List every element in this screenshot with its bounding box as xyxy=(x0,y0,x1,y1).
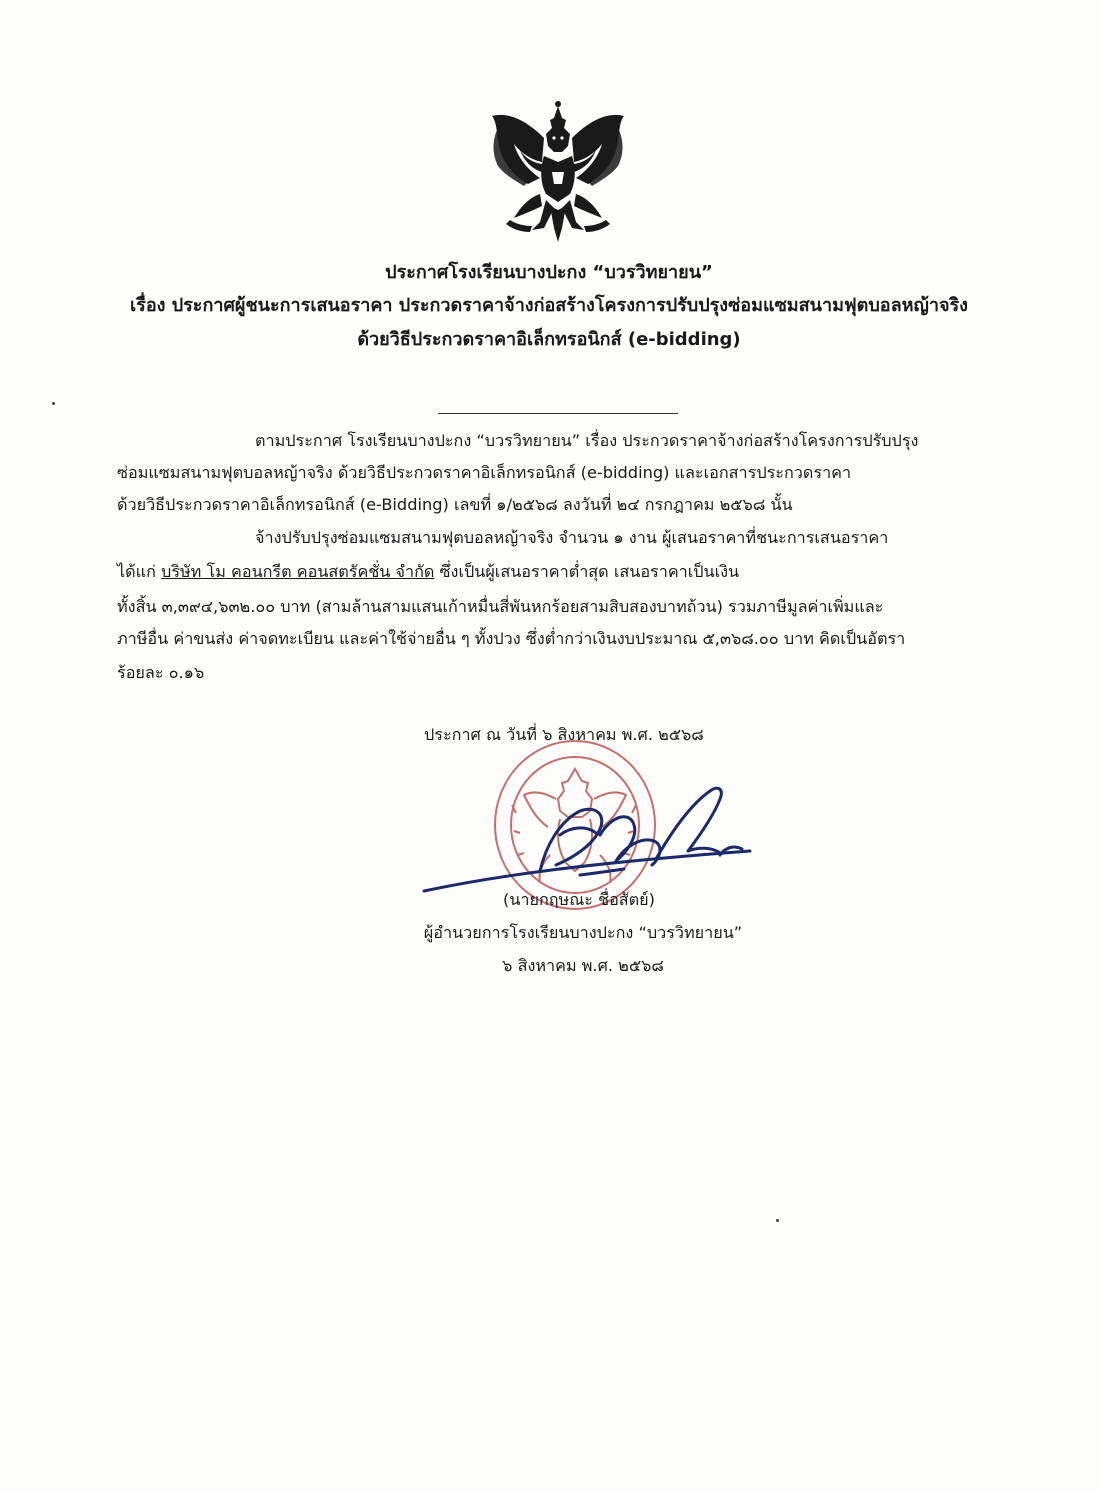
paper-speck xyxy=(52,402,55,405)
announcement-subject: เรื่อง ประกาศผู้ชนะการเสนอราคา ประกวดราคาจ้างก่อสร้างโครงการปรับปรุงซ่อมแซมสนามฟุตบอลหญ้าจริง xyxy=(130,295,968,316)
body-line-1: ตามประกาศ โรงเรียนบางปะกง “บวรวิทยายน” เรื่อง ประกวดราคาจ้างก่อสร้างโครงการปรับปรุง xyxy=(255,431,919,450)
paper-speck xyxy=(776,1219,779,1222)
header-divider xyxy=(438,413,678,414)
body-line-6: ทั้งสิ้น ๓,๓๙๔,๖๓๒.๐๐ บาท (สามล้านสามแสนเก้าหมื่นสี่พันหกร้อยสามสิบสองบาทถ้วน) รวมภาษีมูลค่าเพิ่มและ xyxy=(117,597,884,616)
body-line-7: ภาษีอื่น ค่าขนส่ง ค่าจดทะเบียน และค่าใช้จ่ายอื่น ๆ ทั้งปวง ซึ่งต่ำกว่าเงินงบประมาณ ๕,๓๖๘.๐๐ บาท คิดเป็นอัตรา xyxy=(117,629,906,648)
body-line-4: จ้างปรับปรุงซ่อมแซมสนามฟุตบอลหญ้าจริง จำนวน ๑ งาน ผู้เสนอราคาที่ชนะการเสนอราคา xyxy=(255,528,889,547)
announcement-method: ด้วยวิธีประกวดราคาอิเล็กทรอนิกส์ (e-bidding) xyxy=(357,329,741,350)
body-line-2: ซ่อมแซมสนามฟุตบอลหญ้าจริง ด้วยวิธีประกวดราคาอิเล็กทรอนิกส์ (e-bidding) และเอกสารประกวดราคา xyxy=(117,463,852,482)
signer-position: ผู้อำนวยการโรงเรียนบางปะกง “บวรวิทยายน” xyxy=(423,923,743,942)
signature-date: ๖ สิงหาคม พ.ศ. ๒๕๖๘ xyxy=(502,956,664,975)
announcement-date: ประกาศ ณ วันที่ ๖ สิงหาคม พ.ศ. ๒๕๖๘ xyxy=(424,725,704,744)
announcement-title: ประกาศโรงเรียนบางปะกง “บวรวิทยายน” xyxy=(385,262,713,283)
winner-suffix: ซึ่งเป็นผู้เสนอราคาต่ำสุด เสนอราคาเป็นเงิน xyxy=(434,562,740,581)
signature-icon xyxy=(420,775,760,905)
signer-name: (นายกฤษณะ ชื่อสัตย์) xyxy=(503,890,655,909)
body-line-3: ด้วยวิธีประกวดราคาอิเล็กทรอนิกส์ (e-Bidding) เลขที่ ๑/๒๕๖๘ ลงวันที่ ๒๔ กรกฎาคม ๒๕๖๘ นั้น xyxy=(117,495,793,514)
winner-prefix: ได้แก่ xyxy=(117,562,162,581)
body-line-5 xyxy=(117,561,739,583)
winner-company: บริษัท โม คอนกรีต คอนสตรัคชั่น จำกัด xyxy=(161,562,435,581)
garuda-emblem-icon xyxy=(484,98,632,248)
body-line-8: ร้อยละ ๐.๑๖ xyxy=(117,663,205,682)
